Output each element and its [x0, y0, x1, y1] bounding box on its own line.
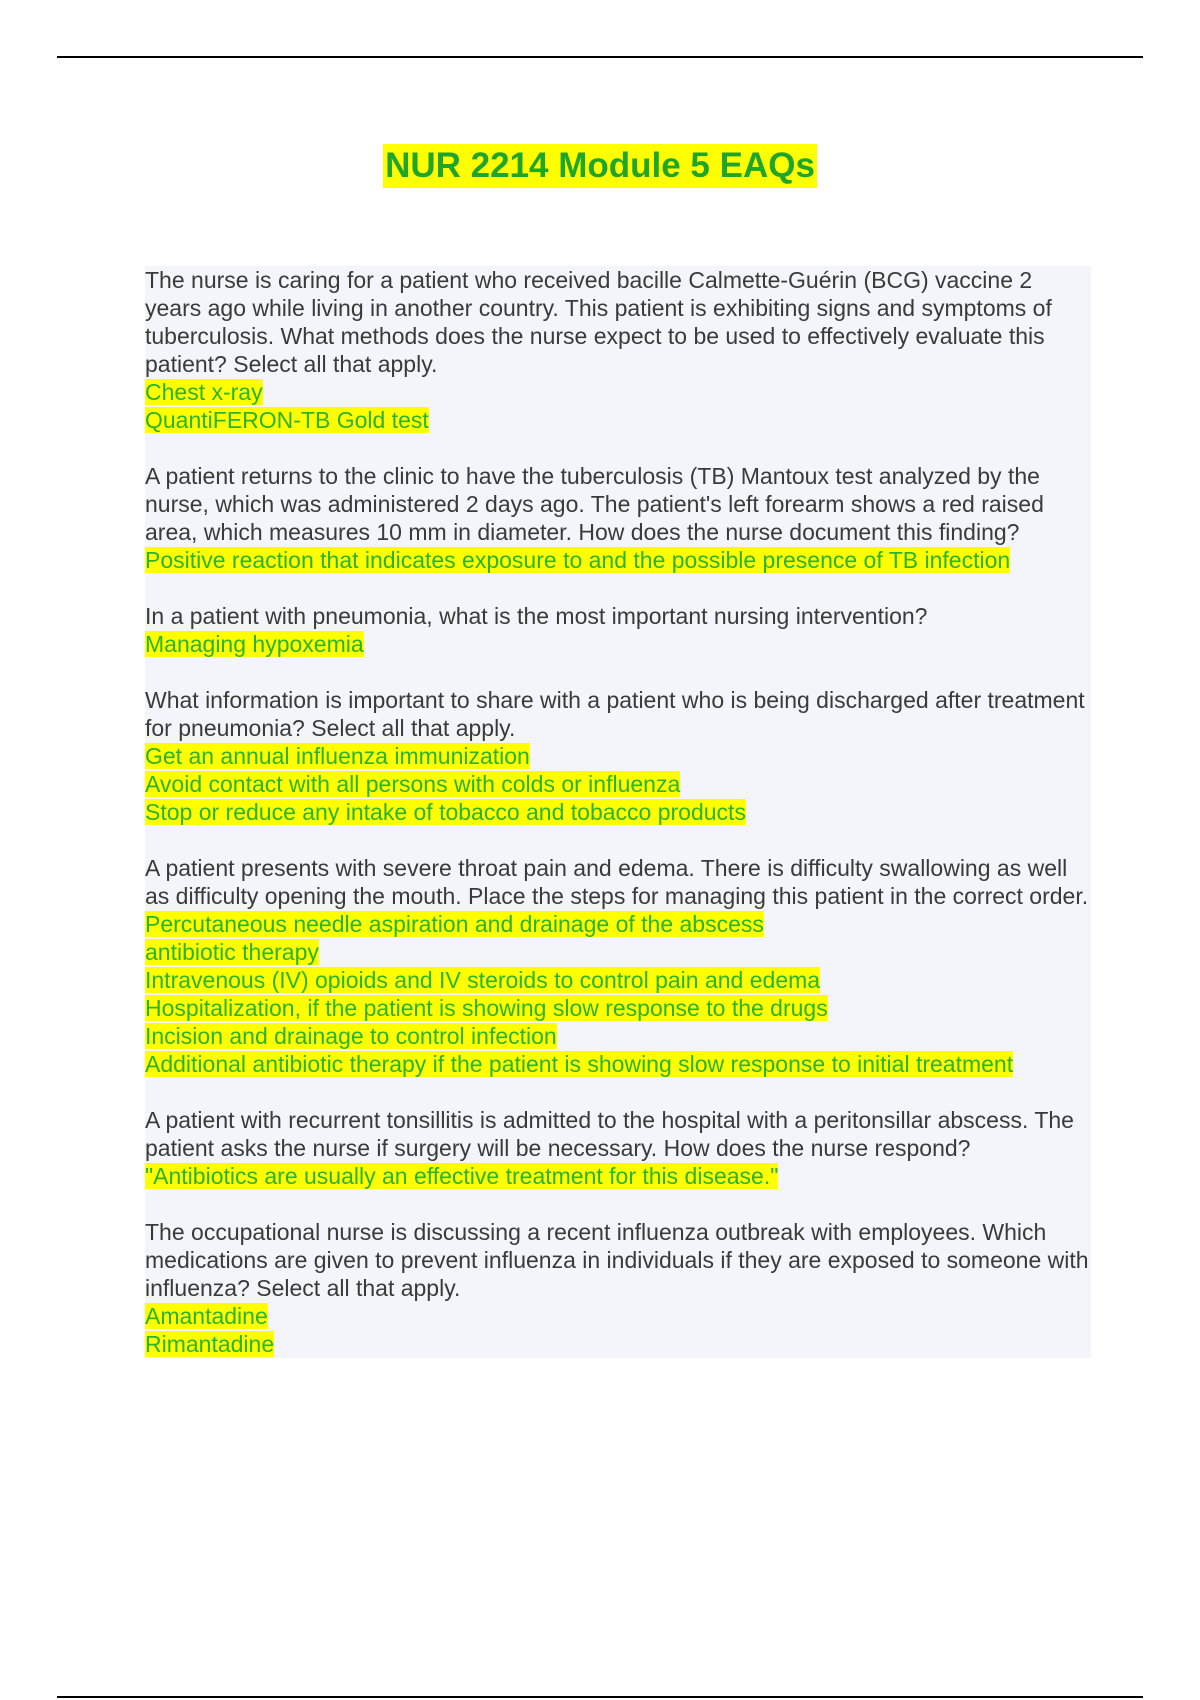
answer-text: Managing hypoxemia	[145, 631, 364, 657]
answer-text: antibiotic therapy	[145, 939, 319, 965]
answer-item	[145, 406, 1091, 434]
answer-text: Intravenous (IV) opioids and IV steroids to control pain and edema	[145, 967, 821, 993]
answer-item	[145, 630, 1091, 658]
answer-text: Positive reaction that indicates exposure to and the possible presence of TB infection	[145, 547, 1011, 573]
answer-list	[145, 546, 1091, 574]
answer-text: Percutaneous needle aspiration and drainage of the abscess	[145, 911, 764, 937]
question-text: The nurse is caring for a patient who received bacille Calmette-Guérin (BCG) vaccine 2 years ago while living in another country. This patient is exhibiting signs and symptoms of tuberculosis. What methods does the nurse expect to be used to effectively evaluate this patient? Select all that apply.	[145, 267, 1052, 377]
answer-text: Chest x-ray	[145, 379, 263, 405]
answer-item	[145, 546, 1091, 574]
answer-text: Avoid contact with all persons with colds or influenza	[145, 771, 681, 797]
answer-list	[145, 1302, 1091, 1358]
answer-text: Amantadine	[145, 1303, 268, 1329]
answer-item	[145, 938, 1091, 966]
answer-text: Rimantadine	[145, 1331, 275, 1357]
answer-text: Stop or reduce any intake of tobacco and tobacco products	[145, 799, 746, 825]
qa-item	[145, 602, 1091, 658]
qa-item	[145, 462, 1091, 574]
question-text: A patient returns to the clinic to have the tuberculosis (TB) Mantoux test analyzed by the nurse, which was administered 2 days ago. The patient's left forearm shows a red raised area, which measures 10 mm in diameter. How does the nurse document this finding?	[145, 463, 1044, 545]
title-container	[0, 144, 1200, 188]
answer-text: Get an annual influenza immunization	[145, 743, 530, 769]
question-text: In a patient with pneumonia, what is the most important nursing intervention?	[145, 603, 928, 629]
answer-item	[145, 994, 1091, 1022]
answer-list	[145, 1162, 1091, 1190]
answer-item	[145, 1162, 1091, 1190]
answer-item	[145, 1302, 1091, 1330]
qa-item	[145, 266, 1091, 434]
answer-list	[145, 378, 1091, 434]
question-text: What information is important to share with a patient who is being discharged after treatment for pneumonia? Select all that apply.	[145, 687, 1085, 741]
answer-item	[145, 798, 1091, 826]
answer-list	[145, 910, 1091, 1078]
answer-text: Additional antibiotic therapy if the patient is showing slow response to initial treatment	[145, 1051, 1014, 1077]
answer-text: Incision and drainage to control infection	[145, 1023, 557, 1049]
question-text: A patient with recurrent tonsillitis is admitted to the hospital with a peritonsillar abscess. The patient asks the nurse if surgery will be necessary. How does the nurse respond?	[145, 1107, 1074, 1161]
answer-item	[145, 1050, 1091, 1078]
answer-text: QuantiFERON-TB Gold test	[145, 407, 429, 433]
answer-list	[145, 630, 1091, 658]
qa-item	[145, 854, 1091, 1078]
answer-list	[145, 742, 1091, 826]
qa-item	[145, 1218, 1091, 1358]
answer-item	[145, 378, 1091, 406]
qa-item	[145, 1106, 1091, 1190]
question-text: A patient presents with severe throat pain and edema. There is difficulty swallowing as well as difficulty opening the mouth. Place the steps for managing this patient in the correct order.	[145, 855, 1089, 909]
answer-text: Hospitalization, if the patient is showing slow response to the drugs	[145, 995, 828, 1021]
qa-content	[145, 266, 1091, 1358]
qa-item	[145, 686, 1091, 826]
answer-item	[145, 1022, 1091, 1050]
answer-item	[145, 910, 1091, 938]
answer-item	[145, 966, 1091, 994]
document-title: NUR 2214 Module 5 EAQs	[383, 144, 817, 188]
answer-text: "Antibiotics are usually an effective treatment for this disease."	[145, 1163, 779, 1189]
question-text: The occupational nurse is discussing a recent influenza outbreak with employees. Which medications are given to prevent influenza in individuals if they are exposed to someone with influenza? Select all that apply.	[145, 1219, 1089, 1301]
answer-item	[145, 742, 1091, 770]
answer-item	[145, 770, 1091, 798]
top-rule	[57, 56, 1143, 58]
bottom-rule	[57, 1696, 1143, 1698]
answer-item	[145, 1330, 1091, 1358]
